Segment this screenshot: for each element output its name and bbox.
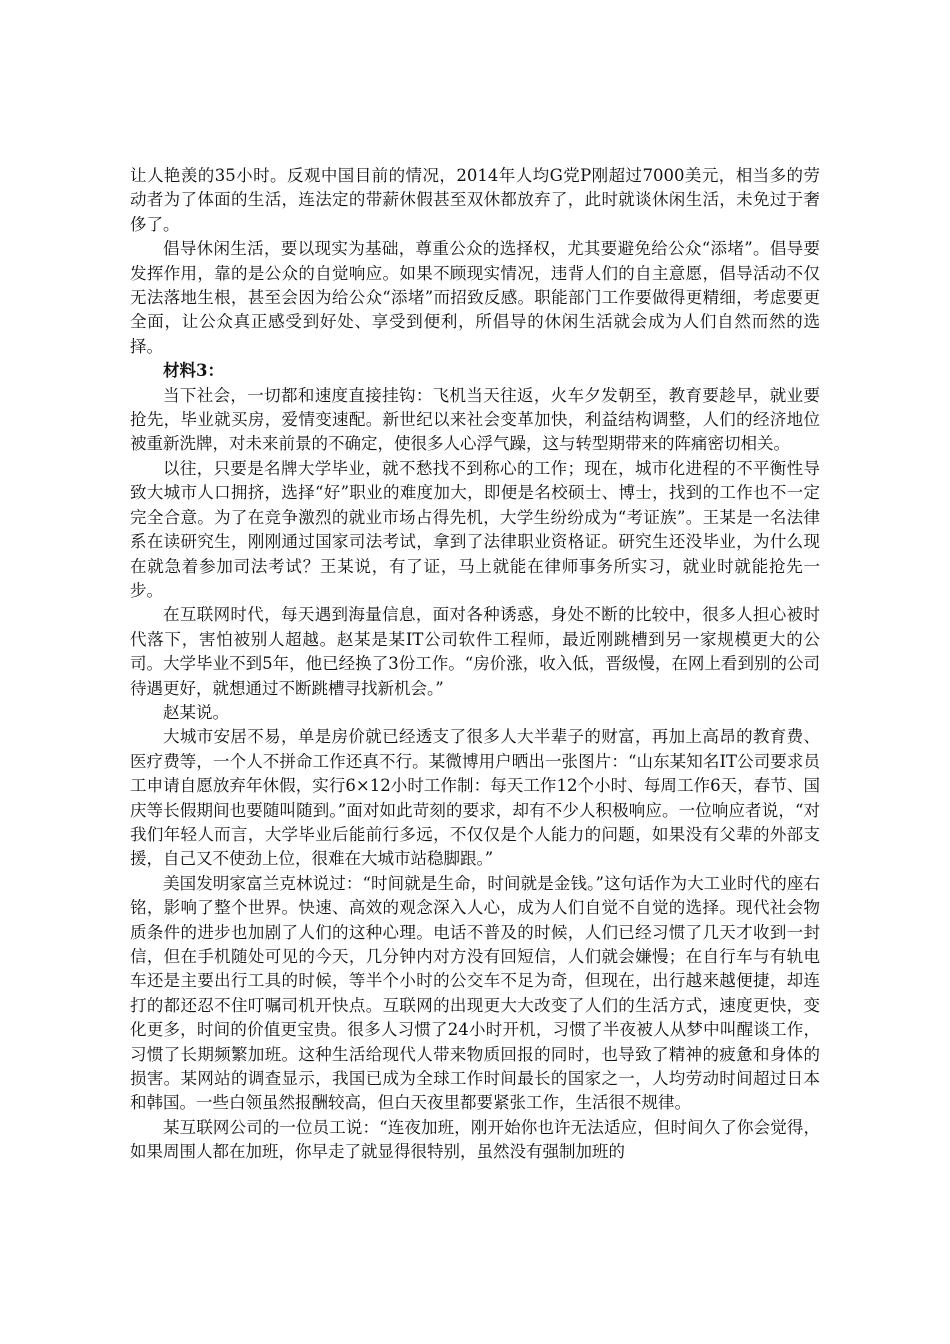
paragraph-job-market: 以往，只要是名牌大学毕业，就不愁找不到称心的工作；现在，城市化进程的不平衡性导致大城市人口拥挤，选择“好”职业的难度加大，即便是名校硕士、博士，找到的工作也不一定完全合意。为了在竞争激烈的就业市场占得先机，大学生纷纷成为“考证族”。王某是一名法律系在读研究生，刚刚通过国家司法考试，拿到了法律职业资格证。研究生还没毕业，为什么现在就急着参加司法考试？王某说，有了证，马上就能在律师事务所实习，就业时就能抢先一步。 bbox=[130, 458, 820, 600]
section-heading-material-3: 材料3： bbox=[163, 361, 224, 381]
paragraph-city-pressure: 大城市安居不易，单是房价就已经透支了很多人大半辈子的财富，再加上高昂的教育费、医疗费等，一个人不拼命工作还真不行。某微博用户晒出一张图片：“山东某知名IT公司要求员工申请自愿放弃年休假，实行6×12小时工作制：每天工作12个小时、每周工作6天，春节、国庆等长假期间也要随叫随到。”面对如此苛刻的要求，却有不少人积极响应。一位响应者说，“对我们年轻人而言，大学毕业后能前行多远，不仅仅是个人能力的问题，如果没有父辈的外部支援，自己又不使劲上位，很难在大城市站稳脚跟。” bbox=[130, 727, 820, 869]
paragraph-speed-society: 当下社会，一切都和速度直接挂钩：飞机当天往返，火车夕发朝至，教育要趁早，就业要抢先，毕业就买房，爱情变速配。新世纪以来社会变革加快，利益结构调整，人们的经济地位被重新洗牌，对未来前景的不确定，使很多人心浮气躁，这与转型期带来的阵痛密切相关。 bbox=[130, 385, 820, 454]
document-page bbox=[130, 164, 820, 1165]
paragraph-franklin-quote: 美国发明家富兰克林说过：“时间就是生命，时间就是金钱。”这句话作为大工业时代的座右铭，影响了整个世界。快速、高效的观念深入人心，成为人们自觉不自觉的选择。现代社会物质条件的进步也加剧了人们的这种心理。电话不普及的时候，人们已经习惯了几天才收到一封信，但在手机随处可见的今天，几分钟内对方没有回短信，人们就会嫌慢；在自行车与有轨电车还是主要出行工具的时候，等半个小时的公交车不足为奇，但现在，出行越来越便捷，却连打的都还忍不住叮嘱司机开快点。互联网的出现更大大改变了人们的生活方式，速度更快，变化更多，时间的价值更宝贵。很多人习惯了24小时开机，习惯了半夜被人从梦中叫醒谈工作，习惯了长期频繁加班。这种生活给现代人带来物质回报的同时，也导致了精神的疲惫和身体的损害。某网站的调查显示，我国已成为全球工作时间最长的国家之一，人均劳动时间超过日本和韩国。一些白领虽然报酬较高，但白天夜里都要紧张工作，生活很不规律。 bbox=[130, 873, 820, 1113]
paragraph-internet-era: 在互联网时代，每天遇到海量信息，面对各种诱惑，身处不断的比较中，很多人担心被时代落下，害怕被别人超越。赵某是某IT公司软件工程师，最近刚跳槽到另一家规模更大的公司。大学毕业不到5年，他已经换了3份工作。“房价涨，收入低，晋级慢，在网上看到别的公司待遇更好，就想通过不断跳槽寻找新机会。” bbox=[130, 605, 820, 698]
paragraph-employee-overtime: 某互联网公司的一位员工说：“连夜加班，刚开始你也许无法适应，但时间久了你会觉得，如果周围人都在加班，你早走了就显得很特别，虽然没有强制加班的 bbox=[130, 1117, 820, 1162]
paragraph-continued: 让人艳羡的35小时。反观中国目前的情况，2014年人均G党P刚超过7000美元，相当多的劳动者为了体面的生活，连法定的带薪休假甚至双休都放弃了，此时就谈休闲生活，未免过于奢侈了。 bbox=[130, 166, 820, 234]
paragraph-leisure-advocacy: 倡导休闲生活，要以现实为基础，尊重公众的选择权，尤其要避免给公众“添堵”。倡导要发挥作用，靠的是公众的自觉响应。如果不顾现实情况，违背人们的自主意愿，倡导活动不仅无法落地生根，甚至会因为给公众“添堵”而招致反感。职能部门工作要做得更精细，考虑要更全面，让公众真正感受到好处、享受到便利，所倡导的休闲生活就会成为人们自然而然的选择。 bbox=[130, 239, 820, 356]
paragraph-zhao-said: 赵某说。 bbox=[163, 702, 229, 722]
